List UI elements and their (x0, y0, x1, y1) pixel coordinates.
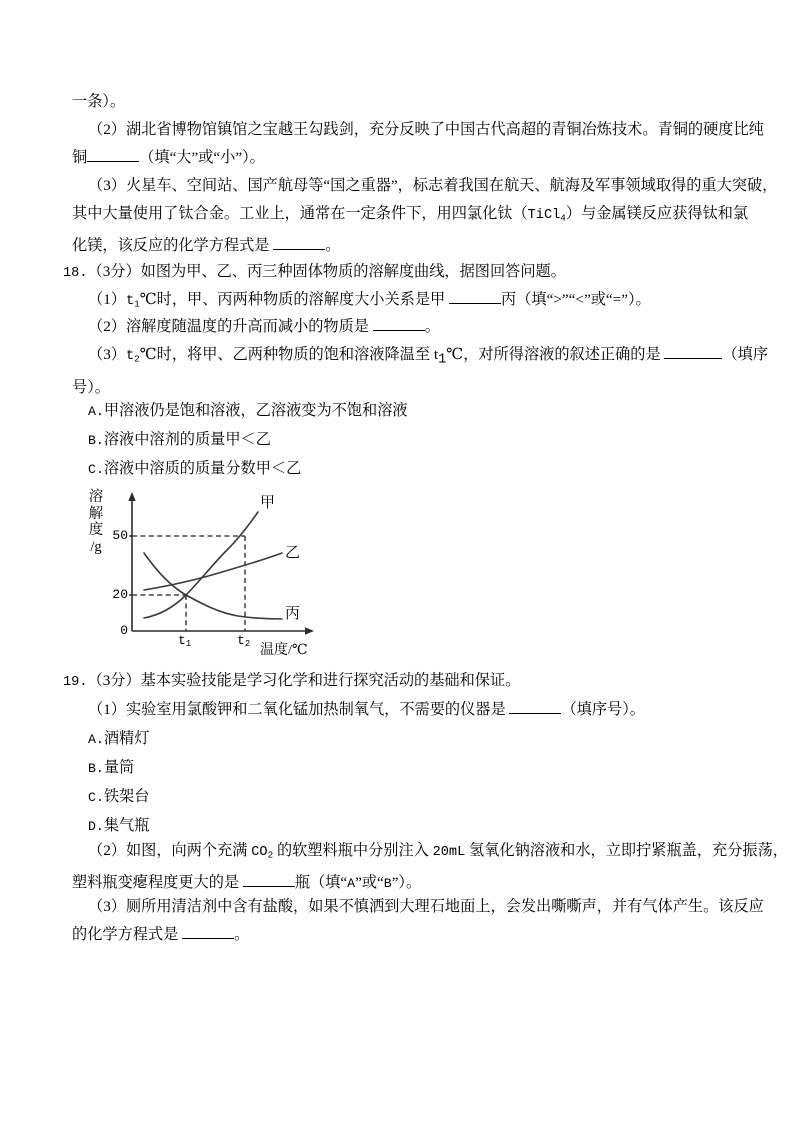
continued-tail-text: 一条）。 (72, 93, 126, 110)
answer-blank-hardness[interactable] (87, 161, 139, 162)
sub3-marker: （3） (88, 177, 126, 194)
q19-sub3-line2 (72, 921, 728, 949)
q19-sub3 (72, 893, 764, 949)
ytick-50-text: 50 (112, 528, 128, 543)
formula-co2 (251, 845, 273, 860)
q19-sub2-post-a: 瓶（填“ (294, 874, 348, 892)
sub2-line2-pre: 铜 (72, 149, 88, 166)
ytick-20-text: 20 (112, 587, 128, 602)
q18-option-c-text: 溶液中溶质的质量分数甲＜乙 (103, 460, 302, 477)
q19-sub3-line2-post: 。 (234, 926, 250, 943)
q18-sub1-post: 丙（填“>”“<”或“=”）。 (501, 291, 651, 308)
q18-option-a-text: 甲溶液仍是饱和溶液，乙溶液变为不饱和溶液 (103, 402, 408, 419)
q19-sub2-post-c: ”）。 (391, 874, 422, 892)
xtick-t2-sub: 2 (244, 639, 251, 650)
formula-co2-sub: 2 (267, 849, 274, 861)
q19-option-a[interactable] (72, 725, 728, 754)
q19-option-a-text: 酒精灯 (103, 730, 150, 747)
q18-dot: . (79, 266, 88, 281)
q18-option-b[interactable] (72, 426, 728, 455)
answer-blank-equation-ti[interactable] (273, 249, 325, 250)
q18-sub1-t1-sub: 1 (134, 298, 140, 310)
chart-series-label-bing (285, 602, 300, 623)
formula-co2-base: CO (251, 845, 268, 860)
q18-sub3-t1-sub: 1 (438, 352, 447, 368)
q18-option-b-letter: B. (88, 433, 104, 448)
q19-sub2-line2-pre: 塑料瓶变瘪程度更大的是 (72, 874, 240, 892)
q19-stem-line (63, 667, 728, 697)
q19-sub1 (72, 696, 728, 724)
q19-option-a-letter: A. (88, 732, 104, 747)
q19-sub3-line1-text: 厕所用清洁剂中含有盐酸，如果不慎洒到大理石地面上，会发出嘶嘶声，并有气体产生。该反应 (125, 898, 764, 915)
chart-series-label-jia (260, 491, 275, 512)
q18-sub2-line (72, 313, 728, 341)
sub2-marker: （2） (88, 121, 126, 138)
q19-option-c-text: 铁架台 (103, 788, 150, 805)
q18-sub3 (72, 341, 769, 402)
continued-tail-line (72, 88, 728, 116)
chart-ytick-label-20 (108, 587, 128, 602)
q18-sub1-pre: ℃时，甲、丙两种物质的溶解度大小关系是甲 (139, 291, 446, 308)
y-axis-label-char-1: 溶 (88, 489, 104, 505)
q18-number: 18 (63, 266, 80, 281)
q18-sub3-b: ℃时，将甲、乙两种物质的饱和溶液降温至 t (139, 346, 439, 363)
answer-blank-19-1[interactable] (509, 713, 561, 714)
sub3-line1-text: 火星车、空间站、国产航母等“国之重器”，标志着我国在航天、航海及军事领域取得的重大突破， (125, 177, 778, 194)
q18-sub1-t1-base: t (125, 294, 135, 309)
q19-score: （3分） (87, 672, 141, 689)
xtick-t1-base: t (178, 633, 186, 648)
q18-option-c[interactable] (72, 455, 728, 484)
q19-dot: . (79, 675, 88, 690)
q18-sub3-c: ℃，对所得溶液的叙述正确的是 (446, 346, 661, 363)
sub2-line2 (72, 144, 728, 172)
answer-blank-18-3[interactable] (664, 358, 722, 359)
question-19 (63, 667, 728, 697)
chart-ytick-label-50 (108, 528, 128, 543)
ytick-0-text: 0 (120, 623, 128, 638)
q19-sub1-post: （填序号）。 (561, 701, 645, 718)
q18-sub3-line2-text: 号）。 (72, 379, 110, 397)
series-label-bing-text: 丙 (285, 606, 301, 622)
curve-series-yi (144, 553, 282, 590)
q19-sub2-c: 氢氧化钠溶液和水，立即拧紧瓶盖，充分振荡， (465, 842, 788, 859)
q18-sub2-marker: （2） (88, 318, 126, 335)
q19-sub3-line1 (72, 893, 764, 921)
chart-xtick-label-t2 (237, 633, 250, 649)
q19-sub2-post-b: ”或“ (355, 874, 384, 892)
q19-sub3-marker: （3） (88, 898, 126, 915)
q18-stem-text: 如图为甲、乙、丙三种固体物质的溶解度曲线，据图回答问题。 (140, 263, 566, 280)
sub3-line2-b: ）与金属镁反应获得钛和氯 (565, 205, 749, 222)
q19-sub1-marker: （1） (88, 701, 126, 718)
q19-option-d-text: 集气瓶 (103, 817, 150, 834)
q19-option-b[interactable] (72, 754, 728, 783)
q18-sub3-t2-base: t (125, 349, 135, 364)
sub3-line2 (72, 200, 749, 232)
q18-sub3-marker: （3） (88, 346, 126, 363)
chart-ytick-label-0 (115, 623, 128, 638)
volume-value: 20mL (432, 845, 466, 860)
continued-sub2 (72, 116, 764, 172)
q18-sub3-t2 (126, 349, 140, 364)
sub2-text: 湖北省博物馆镇馆之宝越王勾践剑，充分反映了中国古代高超的青铜冶炼技术。青铜的硬度比纯 (125, 121, 764, 138)
formula-ticl4 (528, 208, 566, 223)
q18-option-c-letter: C. (88, 462, 104, 477)
q19-sub2-line1 (72, 837, 788, 869)
q19-option-b-letter: B. (88, 761, 104, 776)
chart-series-label-yi (285, 541, 300, 562)
q19-stem-text: 基本实验技能是学习化学和进行探究活动的基础和保证。 (140, 672, 521, 689)
sub2-line1 (72, 116, 764, 144)
sub3-line2-a: 其中大量使用了钛合金。工业上，通常在一定条件下，用四氯化钛（ (72, 205, 528, 222)
q19-options (72, 725, 728, 841)
sub3-line3 (72, 232, 728, 260)
formula-ticl4-sub: 4 (560, 212, 566, 224)
q18-option-a[interactable] (72, 397, 728, 426)
q19-sub2-b: 的软塑料瓶中分别注入 (273, 842, 433, 859)
q18-sub2 (72, 313, 728, 341)
continued-sub3 (72, 172, 778, 260)
continued-question-block (72, 88, 728, 116)
sub2-line2-post: （填“大”或“小”）。 (139, 149, 265, 166)
xtick-t1-sub: 1 (185, 639, 192, 650)
q18-score: （3分） (87, 263, 141, 280)
sub3-line3-post: 。 (325, 237, 341, 255)
q18-sub3-d: （填序 (722, 346, 769, 363)
chart-x-axis-label (260, 639, 308, 659)
q19-sub3-line2-pre: 的化学方程式是 (72, 926, 179, 943)
y-axis-label-char-3: 度 (88, 522, 104, 538)
q19-option-b-text: 量筒 (103, 759, 135, 776)
chart-xtick-label-t1 (178, 633, 191, 649)
q19-sub2-opt-b: B (383, 876, 392, 892)
chart-y-axis-label (86, 489, 106, 555)
y-axis-label-char-4: /g (90, 538, 102, 555)
q18-sub1-t1 (126, 294, 140, 309)
answer-blank-19-3[interactable] (182, 938, 234, 939)
x-axis-label-text: 温度/℃ (260, 643, 308, 658)
q18-stem-line (63, 258, 728, 288)
q19-sub2-a: 如图，向两个充满 (125, 842, 252, 859)
q19-sub1-pre: 实验室用氯酸钾和二氧化锰加热制氧气，不需要的仪器是 (125, 701, 506, 718)
q18-sub3-t2-sub: 2 (134, 353, 140, 365)
answer-blank-18-1[interactable] (449, 303, 501, 304)
formula-ticl4-base: TiCl (527, 208, 561, 223)
sub3-line1 (72, 172, 778, 200)
q18-option-a-letter: A. (88, 404, 104, 419)
q19-option-d-letter: D. (88, 819, 104, 834)
series-label-yi-text: 乙 (285, 545, 301, 561)
question-18 (63, 258, 728, 288)
q19-sub2 (72, 837, 788, 898)
q18-sub2-pre: 溶解度随温度的升高而减小的物质是 (125, 318, 369, 335)
solubility-curve-figure (86, 487, 336, 659)
q19-sub2-opt-a: A (347, 876, 356, 892)
y-axis-label-char-2: 解 (88, 505, 104, 522)
answer-blank-18-2[interactable] (373, 330, 425, 331)
sub3-line3-pre: 化镁，该反应的化学方程式是 (72, 237, 270, 255)
q19-option-c-letter: C. (88, 790, 104, 805)
q19-option-c[interactable] (72, 783, 728, 812)
series-label-jia-text: 甲 (260, 495, 276, 511)
q19-sub2-marker: （2） (88, 842, 126, 859)
q18-sub3-line1 (72, 341, 769, 374)
q19-sub1-line (72, 696, 728, 724)
q18-option-b-text: 溶液中溶剂的质量甲＜乙 (103, 431, 271, 448)
answer-blank-19-2[interactable] (243, 886, 295, 887)
q18-sub2-post: 。 (424, 318, 440, 335)
q19-number: 19 (63, 675, 80, 690)
xtick-t2-base: t (237, 633, 245, 648)
q18-options (72, 397, 728, 484)
q18-sub1-marker: （1） (88, 291, 126, 308)
